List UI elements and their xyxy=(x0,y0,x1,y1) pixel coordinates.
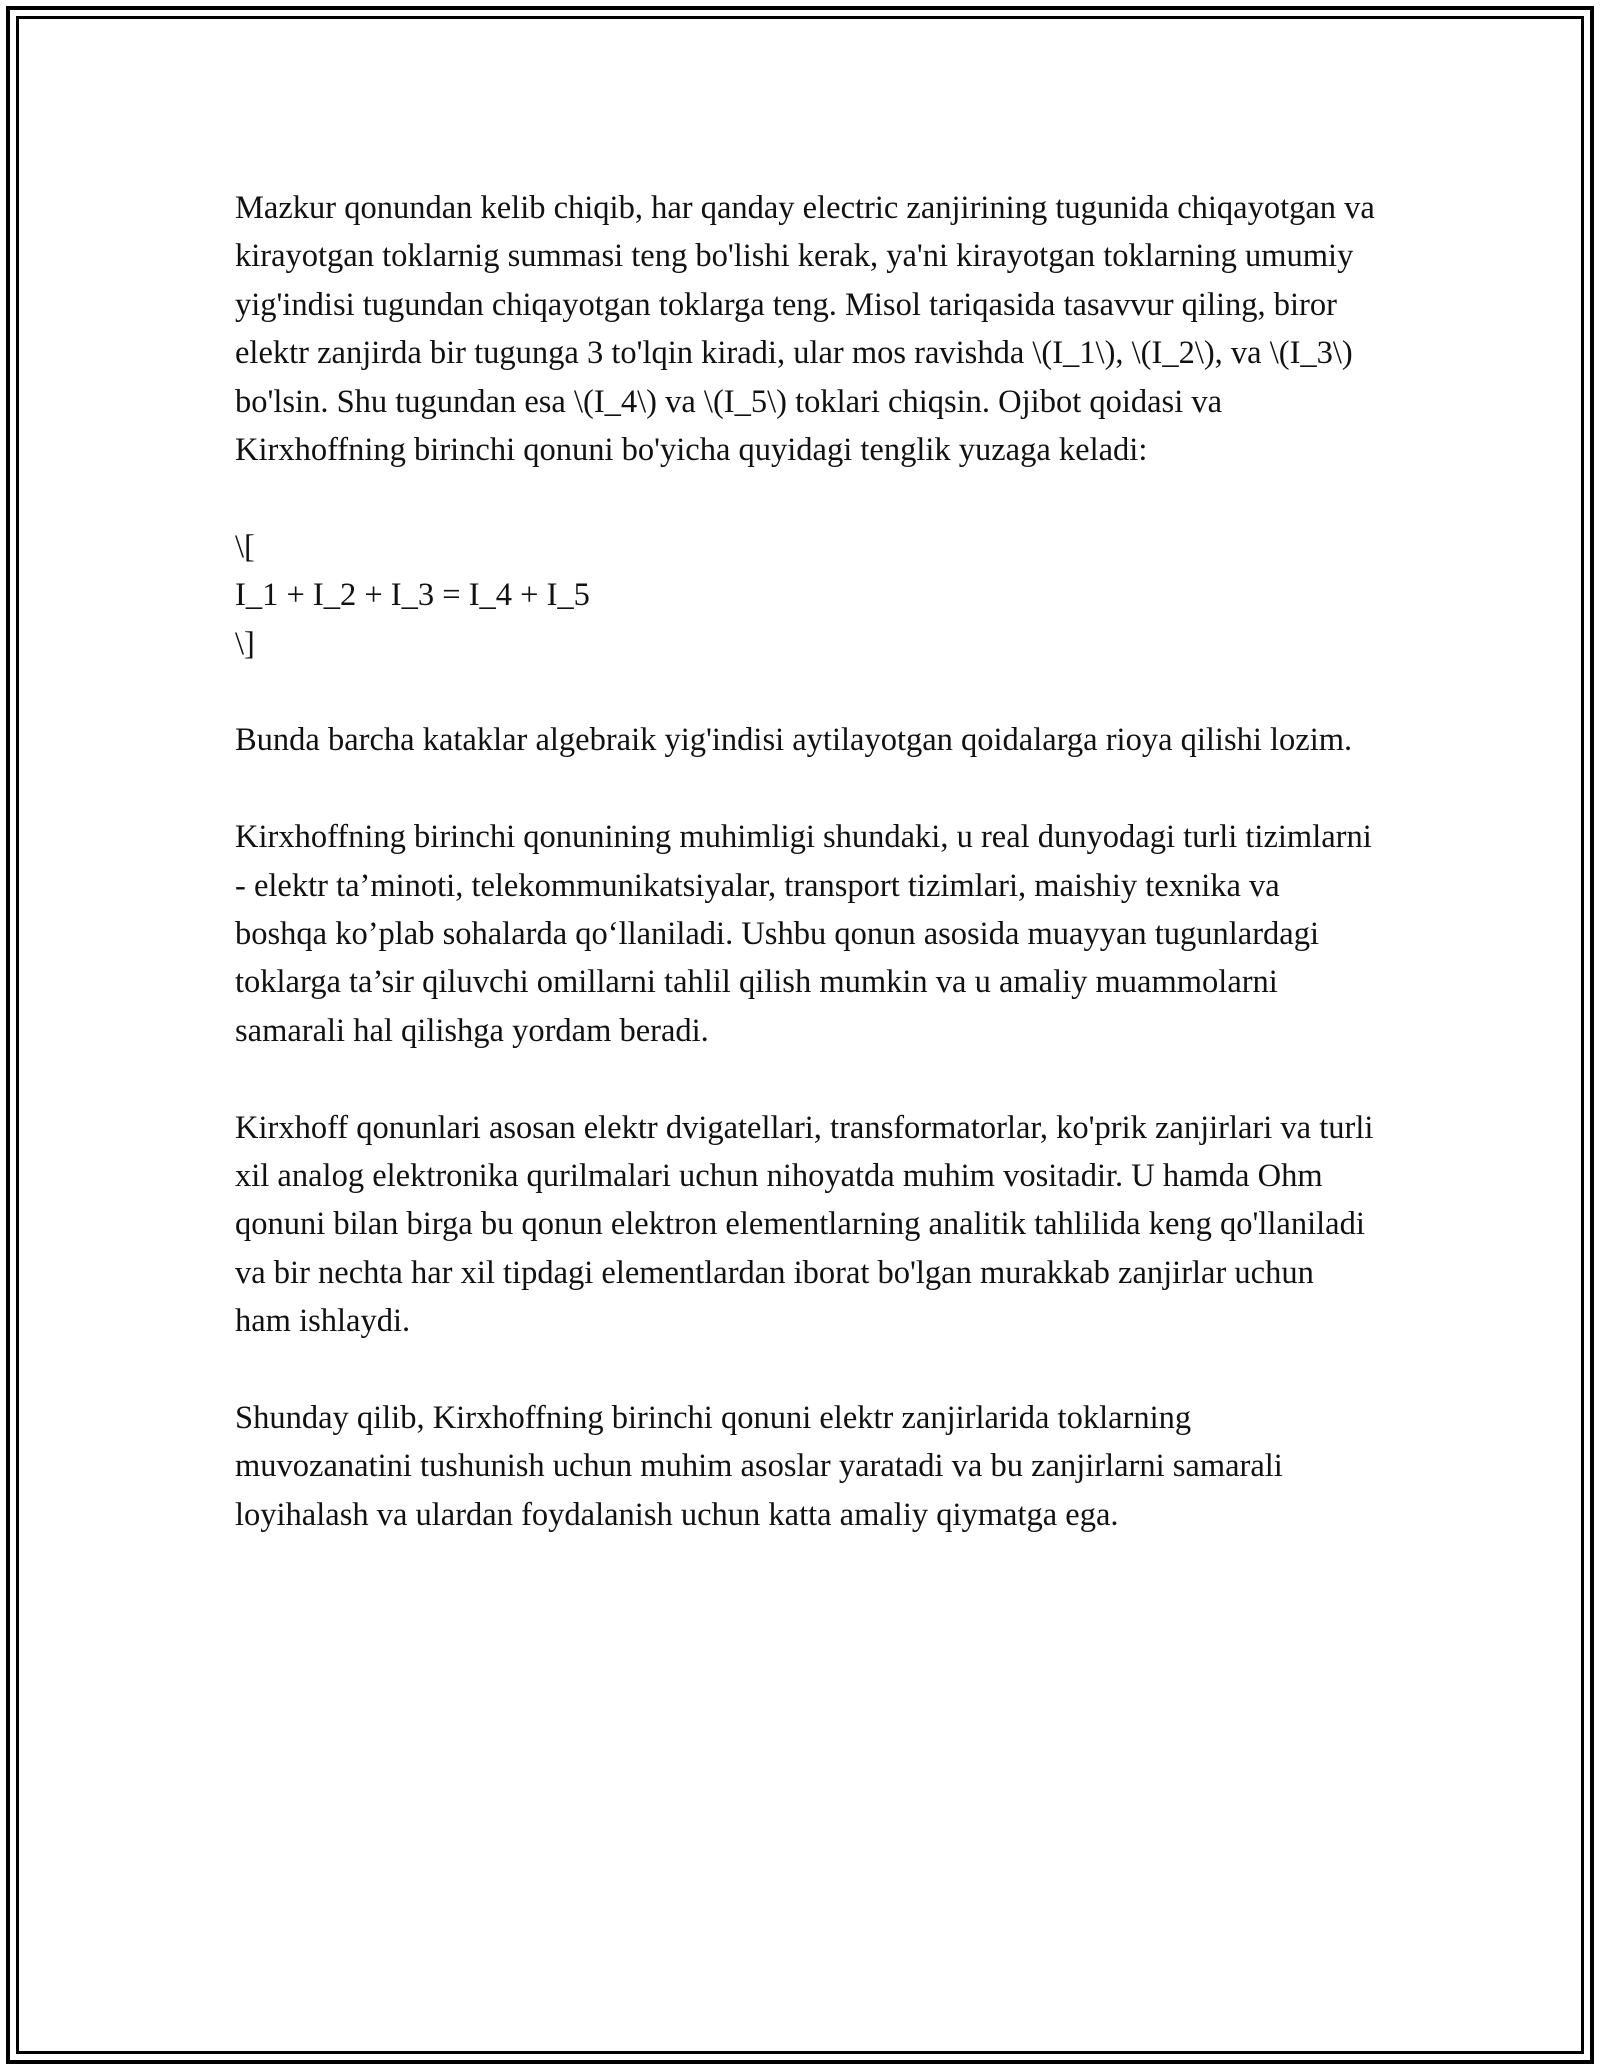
paragraph-applications: Kirxhoff qonunlari asosan elektr dvigatellari, transformatorlar, ko'prik zanjirlari va turli xil analog elektronika qurilmalari uchun nihoyatda muhim vositadir. U hamda Ohm qonuni bilan birga bu qonun elektron elementlarning analitik tahlilida keng qo'llaniladi va bir nechta har xil tipdagi elementlardan iborat bo'lgan murakkab zanjirlar uchun ham ishlaydi. xyxy=(235,1109,1374,1340)
display-equation xyxy=(235,523,1375,668)
document-body xyxy=(235,184,1375,1588)
paragraph-intro: Mazkur qonundan kelib chiqib, har qanday electric zanjirining tugunida chiqayotgan va kirayotgan toklarnig summasi teng bo'lishi kerak, ya'ni kirayotgan toklarning umumiy yig'indisi tugundan chiqayotgan toklarga teng. Misol tariqasida tasavvur qiling, biror elektr zanjirda bir tugunga 3 to'lqin kiradi, ular mos ravishda \(I_1\), \(I_2\), va \(I_3\) bo'lsin. Shu tugundan esa \(I_4\) va \(I_5\) toklari chiqsin. Ojibot qoidasi va Kirxhoffning birinchi qonuni bo'yicha quyidagi tenglik yuzaga keladi: xyxy=(235,190,1375,469)
paragraph-conclusion: Shunday qilib, Kirxhoffning birinchi qonuni elektr zanjirlarida toklarning muvozanatini tushunish uchun muhim asoslar yaratadi va bu zanjirlarni samarali loyihalash va ulardan foydalanish uchun katta amaliy qiymatga ega. xyxy=(235,1400,1283,1533)
equation-body: I_1 + I_2 + I_3 = I_4 + I_5 xyxy=(235,577,590,614)
paragraph-algebraic-sum: Bunda barcha kataklar algebraik yig'indisi aytilayotgan qoidalarga rioya qilishi lozim. xyxy=(235,722,1353,759)
equation-close-delimiter: \] xyxy=(235,625,255,662)
paragraph-importance: Kirxhoffning birinchi qonunining muhimligi shundaki, u real dunyodagi turli tizimlarni - elektr ta’minoti, telekommunikatsiyalar, transport tizimlari, maishiy texnika va boshqa ko’plab sohalarda qo‘llaniladi. Ushbu qonun asosida muayyan tugunlardagi toklarga ta’sir qiluvchi omillarni tahlil qilish mumkin va u amaliy muammolarni samarali hal qilishga yordam beradi. xyxy=(235,819,1372,1049)
equation-open-delimiter: \[ xyxy=(235,528,255,565)
